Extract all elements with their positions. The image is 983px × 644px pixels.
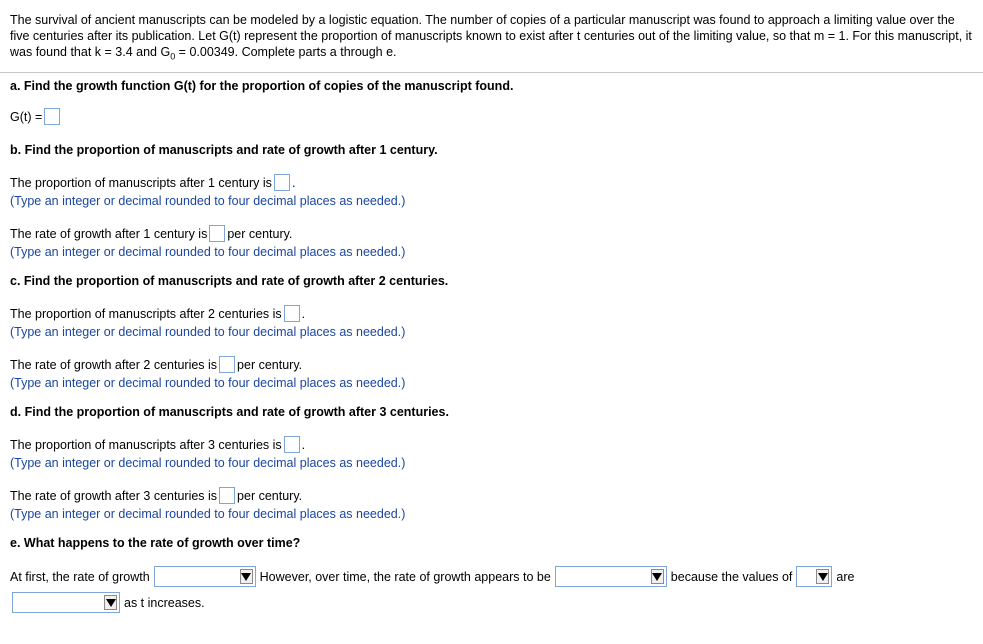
part-c-rate-row: [10, 356, 302, 373]
part-a-heading: a. Find the growth function G(t) for the proportion of copies of the manuscript found.: [10, 79, 514, 93]
proportion-2-answer-box[interactable]: [284, 305, 300, 322]
rate-2-label: The rate of growth after 2 centuries is: [10, 357, 218, 372]
intro-text-end: = 0.00349. Complete parts a through e.: [175, 45, 397, 59]
however-label: However, over time, the rate of growth appears to be: [259, 569, 551, 584]
as-t-increases-label: as t increases.: [124, 595, 205, 610]
per-century-label: per century.: [237, 488, 303, 503]
part-a-row: [10, 108, 62, 125]
rate-trend-dropdown[interactable]: [555, 566, 667, 587]
rate-1-label: The rate of growth after 1 century is: [10, 226, 208, 241]
part-e-heading: e. What happens to the rate of growth over time?: [10, 536, 301, 550]
part-e-row-1: [10, 566, 855, 587]
period: .: [291, 175, 296, 190]
part-d-proportion-row: [10, 436, 305, 453]
per-century-label: per century.: [227, 226, 293, 241]
intro-text: The survival of ancient manuscripts can be modeled by a logistic equation. The number of copies of a particular manuscript was found to approach a limiting value over the five centuries after its publication. Let G(t) represent the proportion of manuscripts known to exist after t centuries out of the limiting value, so that m = 1. For this manuscript, it was found that k = 3.4 and G: [10, 13, 972, 59]
hint-text: (Type an integer or decimal rounded to four decimal places as needed.): [10, 194, 406, 208]
hint-text: (Type an integer or decimal rounded to four decimal places as needed.): [10, 507, 406, 521]
rate-1-answer-box[interactable]: [209, 225, 225, 242]
proportion-3-label: The proportion of manuscripts after 3 centuries is: [10, 437, 282, 452]
part-c-heading: c. Find the proportion of manuscripts and rate of growth after 2 centuries.: [10, 274, 449, 288]
part-e-row-2: [8, 592, 205, 613]
values-change-dropdown[interactable]: [12, 592, 120, 613]
proportion-1-answer-box[interactable]: [274, 174, 290, 191]
part-b-heading: b. Find the proportion of manuscripts and rate of growth after 1 century.: [10, 143, 438, 157]
part-d-heading: d. Find the proportion of manuscripts and rate of growth after 3 centuries.: [10, 405, 449, 419]
dropdown-arrow-icon: [240, 569, 253, 584]
divider: [0, 72, 983, 73]
are-label: are: [836, 569, 855, 584]
rate-2-answer-box[interactable]: [219, 356, 235, 373]
gt-label: G(t) =: [10, 109, 43, 124]
part-d-rate-row: [10, 487, 302, 504]
gt-answer-box[interactable]: [44, 108, 60, 125]
hint-text: (Type an integer or decimal rounded to four decimal places as needed.): [10, 376, 406, 390]
part-b-proportion-row: [10, 174, 295, 191]
proportion-1-label: The proportion of manuscripts after 1 century is: [10, 175, 272, 190]
intro-subscript: 0: [170, 51, 176, 62]
proportion-3-answer-box[interactable]: [284, 436, 300, 453]
rate-3-answer-box[interactable]: [219, 487, 235, 504]
rate-3-label: The rate of growth after 3 centuries is: [10, 488, 218, 503]
part-b-rate-row: [10, 225, 292, 242]
problem-statement: [10, 12, 975, 65]
dropdown-arrow-icon: [104, 595, 117, 610]
dropdown-arrow-icon: [651, 569, 664, 584]
hint-text: (Type an integer or decimal rounded to four decimal places as needed.): [10, 325, 406, 339]
part-c-proportion-row: [10, 305, 305, 322]
at-first-label: At first, the rate of growth: [10, 569, 150, 584]
dropdown-arrow-icon: [816, 569, 829, 584]
proportion-2-label: The proportion of manuscripts after 2 centuries is: [10, 306, 282, 321]
per-century-label: per century.: [237, 357, 303, 372]
rate-behavior-dropdown[interactable]: [154, 566, 256, 587]
hint-text: (Type an integer or decimal rounded to four decimal places as needed.): [10, 456, 406, 470]
values-of-dropdown[interactable]: [796, 566, 832, 587]
period: .: [301, 437, 306, 452]
period: .: [301, 306, 306, 321]
hint-text: (Type an integer or decimal rounded to four decimal places as needed.): [10, 245, 406, 259]
because-label: because the values of: [670, 569, 793, 584]
